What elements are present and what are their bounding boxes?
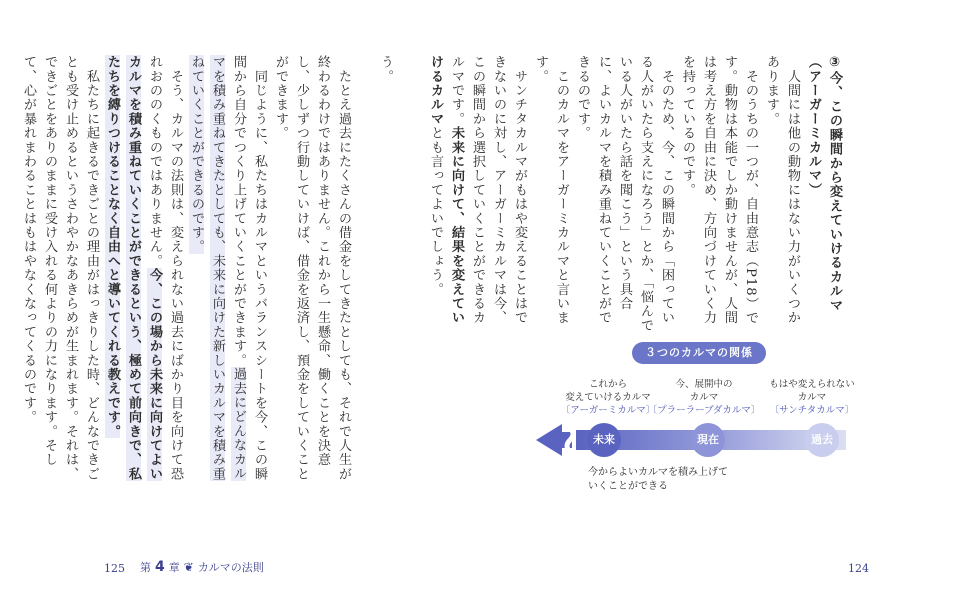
left-page-number: 125 [104, 562, 125, 575]
diagram-column-past [752, 378, 872, 417]
diagram-column-future-sub: 〔アーガーミカルマ〕 [560, 405, 656, 416]
left-page-paragraph [270, 55, 354, 495]
left-page-paragraph [102, 55, 186, 495]
left-page-paragraph [375, 55, 396, 495]
diagram-note: 今からよいカルマを積み上げて いくことができる [588, 467, 728, 492]
section-heading: （アーガーミカルマ） [806, 55, 821, 197]
diagram-column-future-line2: 変えていけるカルマ [565, 392, 651, 403]
left-page-paragraph [186, 55, 270, 495]
left-page-text-run: 同じように、私たちはカルマというバランスシートを今、この瞬間から自分でつくり上げていくことができます。 [231, 55, 267, 481]
chapter-title: カルマの法則 [197, 561, 264, 574]
section-heading: ③今、この瞬間から変えていけるカルマ [827, 55, 842, 313]
right-page-text-run: サンチタカルマがもはや変えることはできないのに対し、アーガーミカルマは今、この瞬間から選択していくことができるカルマです。 [449, 55, 527, 325]
diagram-column-past-line1: もはや変えられない [769, 379, 855, 390]
right-page-number: 124 [848, 562, 869, 575]
node-present-label: 現在 [697, 433, 719, 446]
right-page-text-run: そのため、今、この瞬間から「困っている人がいたら支えになろう」とか、「悩んでいる人がいたら話を聞こう」という具合に、よいカルマを積み重ねていくことができるのです。 [575, 55, 674, 333]
left-page-text-run: そう、カルマの法則は、変えられない過去にばかり目を向けて恐れおののくものではありません。 [147, 55, 183, 481]
left-page-text-run [357, 55, 372, 69]
chapter-header [140, 559, 264, 575]
diagram-title: ３つのカルマの関係 [632, 342, 766, 364]
diagram-column-past-line2: カルマ [797, 392, 827, 403]
left-page-text-run: 過去にどんなカルマを積み重ねてきたとしても、未来に向けた新しいカルマを積み重ねていくことができるのです。 [189, 55, 246, 482]
leaf-icon: ❦ [183, 560, 194, 574]
diagram-column-present-sub: 〔プラーラーブダカルマ〕 [647, 405, 761, 416]
diagram-column-present [644, 378, 764, 417]
right-page-body-text [428, 55, 845, 337]
diagram-column-present-line1: 今、展開中の [675, 379, 733, 390]
diagram-column-future-line1: これから [588, 379, 627, 390]
left-page-text-run: う。 [378, 55, 393, 84]
left-page-text-run: 私たちに起きるできごとの理由がはっきりした時、どんなできごとも受け止めるというさわやかなあきらめが生まれます。それは、できごとをありのままに受け入れる何よりの力になります。そして、心が暴れまわることはもはやなくなってくるのです。 [21, 55, 99, 481]
node-past-label: 過去 [811, 433, 833, 446]
chapter-label: 第 [140, 561, 151, 574]
left-page-text-run: たとえ過去にたくさんの借金をしてきたとしても、それで人生が終わるわけではありません。これから一生懸命、働くことを決意し、少しずつ行動していけば、借金を返済し、預金をしていくことができます。 [273, 55, 351, 481]
right-page-text-run: 未来に向けて、結果を変えていけるカルマ [428, 55, 464, 325]
left-page-paragraph [18, 55, 102, 495]
left-page-text-run: 今、この場から未来に向けてよいカルマを積み重ねていくことができるという、極めて前向きで、私たちを縛りつけることなく自由へと導いてくれる教えです。 [105, 55, 162, 481]
chapter-number: 4 [155, 559, 165, 575]
node-future-label: 未来 [593, 433, 615, 446]
right-page-text-run: 人間には他の動物にはない力がいくつかあります。 [764, 55, 800, 325]
arrow-wave-break [567, 428, 573, 452]
right-page-text-run: そのうちの一つが、自由意志（P18）です。動物は本能でしか動けませんが、人間は考え方を自由に決め、方向づけていく力を持っているのです。 [680, 55, 758, 326]
right-page-text-run: このカルマをアーガーミカルマと言います。 [533, 55, 569, 325]
right-page-paragraph [572, 55, 677, 337]
right-page-text-run: とも言ってよいでしょう。 [428, 126, 443, 297]
diagram-column-present-line2: カルマ [689, 392, 719, 403]
diagram-column-past-sub: 〔サンチタカルマ〕 [769, 405, 855, 416]
right-page-paragraph [761, 55, 803, 337]
left-page-paragraph [354, 55, 375, 495]
left-page-body-text [21, 55, 396, 495]
right-page-paragraph [677, 55, 761, 337]
right-page-paragraph [425, 55, 530, 337]
chapter-suffix: 章 [168, 561, 180, 574]
right-page-paragraph [530, 55, 572, 337]
